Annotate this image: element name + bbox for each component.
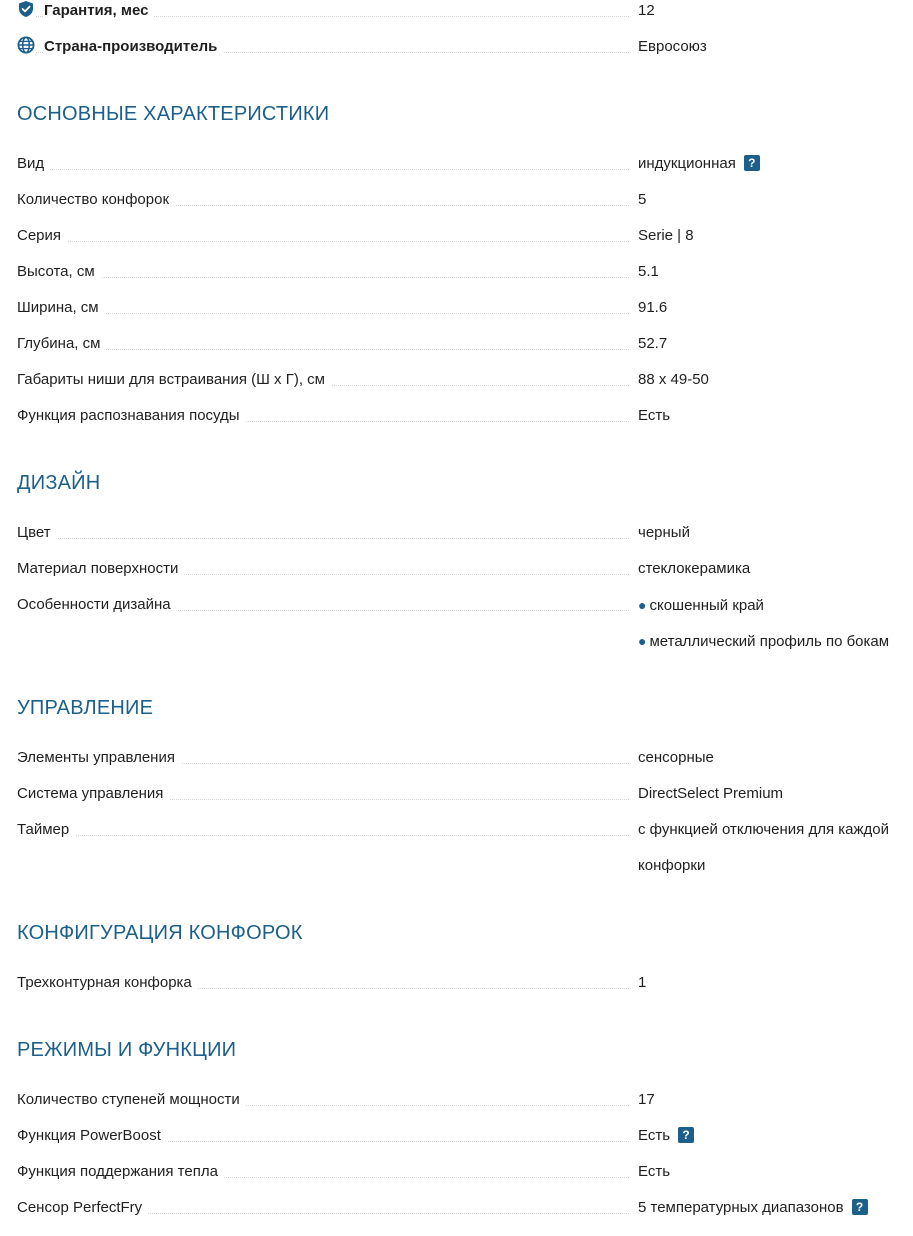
spec-row: [17, 260, 907, 296]
spec-label: Глубина, см: [17, 335, 106, 352]
spec-row-warranty: [17, 0, 907, 35]
dotted-leader: [17, 241, 629, 242]
spec-row: [17, 296, 907, 332]
spec-value: 5.1: [638, 263, 659, 280]
shield-check-icon: [17, 0, 35, 26]
spec-label: Цвет: [17, 524, 57, 541]
dotted-leader: [17, 349, 629, 350]
spec-row: [17, 368, 907, 404]
section-title-design: ДИЗАЙН: [17, 472, 101, 494]
spec-value: Есть: [638, 1163, 671, 1180]
spec-row: [17, 1160, 907, 1196]
spec-label: Количество ступеней мощности: [17, 1091, 246, 1108]
spec-row: [17, 152, 907, 188]
help-icon[interactable]: ?: [744, 155, 760, 171]
spec-row-country: [17, 35, 907, 71]
list-item: [638, 629, 913, 665]
spec-label: Сенсор PerfectFry: [17, 1199, 148, 1216]
spec-row: [17, 1196, 907, 1232]
spec-value: конфорки: [638, 857, 706, 874]
spec-value: Есть: [638, 407, 671, 424]
section-title-modes: РЕЖИМЫ И ФУНКЦИИ: [17, 1039, 237, 1061]
spec-row: [17, 593, 907, 665]
section-title-control: УПРАВЛЕНИЕ: [17, 697, 154, 719]
bullet-icon: ●: [638, 633, 647, 649]
spec-label: Функция PowerBoost: [17, 1127, 167, 1144]
spec-row: [17, 971, 907, 1007]
spec-label: Серия: [17, 227, 67, 244]
spec-row: [17, 188, 907, 224]
spec-label: Ширина, см: [17, 299, 105, 316]
spec-row: [17, 521, 907, 557]
spec-value: 12: [638, 2, 655, 19]
spec-row: [17, 557, 907, 593]
list-item: [638, 593, 913, 629]
spec-value: 88 x 49-50: [638, 371, 709, 388]
spec-value: с функцией отключения для каждой: [638, 821, 889, 838]
spec-value: 1: [638, 974, 647, 991]
spec-value: 5: [638, 191, 647, 208]
dotted-leader: [17, 538, 629, 539]
spec-label: Функция распознавания посуды: [17, 407, 246, 424]
dotted-leader: [17, 313, 629, 314]
spec-label: Количество конфорок: [17, 191, 175, 208]
spec-row: [17, 404, 907, 440]
spec-value: сенсорные: [638, 749, 714, 766]
spec-value: 91.6: [638, 299, 668, 316]
spec-value: DirectSelect Premium: [638, 785, 784, 802]
spec-value: черный: [638, 524, 690, 541]
spec-label: Вид: [17, 155, 50, 172]
spec-row: [17, 1124, 907, 1160]
spec-row: [17, 818, 907, 890]
spec-value: металлический профиль по бокам: [649, 633, 890, 650]
help-icon[interactable]: ?: [852, 1199, 868, 1215]
spec-row: [17, 746, 907, 782]
spec-value: индукционная: [638, 155, 736, 172]
spec-label: Гарантия, мес: [44, 2, 154, 19]
spec-label: Высота, см: [17, 263, 101, 280]
spec-value: Serie | 8: [638, 227, 694, 244]
spec-row: [17, 782, 907, 818]
spec-value: Евросоюз: [638, 38, 707, 55]
dotted-leader: [17, 835, 629, 836]
spec-row: [17, 332, 907, 368]
spec-row: [17, 1088, 907, 1124]
spec-value: 5 температурных диапазонов: [638, 1199, 844, 1216]
spec-label: Материал поверхности: [17, 560, 184, 577]
spec-value: Есть: [638, 1127, 671, 1144]
section-title-main: ОСНОВНЫЕ ХАРАКТЕРИСТИКИ: [17, 103, 330, 125]
spec-label: Особенности дизайна: [17, 596, 177, 613]
spec-value: 17: [638, 1091, 655, 1108]
section-title-burners: КОНФИГУРАЦИЯ КОНФОРОК: [17, 922, 303, 944]
spec-label: Таймер: [17, 821, 75, 838]
spec-value: 52.7: [638, 335, 668, 352]
spec-label: Страна-производитель: [44, 38, 223, 55]
dotted-leader: [17, 169, 629, 170]
spec-value: стеклокерамика: [638, 560, 751, 577]
dotted-leader: [17, 277, 629, 278]
spec-label: Габариты ниши для встраивания (Ш х Г), см: [17, 371, 331, 388]
help-icon[interactable]: ?: [678, 1127, 694, 1143]
spec-label: Трехконтурная конфорка: [17, 974, 198, 991]
spec-label: Функция поддержания тепла: [17, 1163, 224, 1180]
spec-label: Элементы управления: [17, 749, 181, 766]
bullet-icon: ●: [638, 597, 647, 613]
spec-label: Система управления: [17, 785, 169, 802]
spec-value: скошенный край: [649, 597, 764, 614]
spec-row: [17, 224, 907, 260]
globe-icon: [17, 36, 35, 62]
